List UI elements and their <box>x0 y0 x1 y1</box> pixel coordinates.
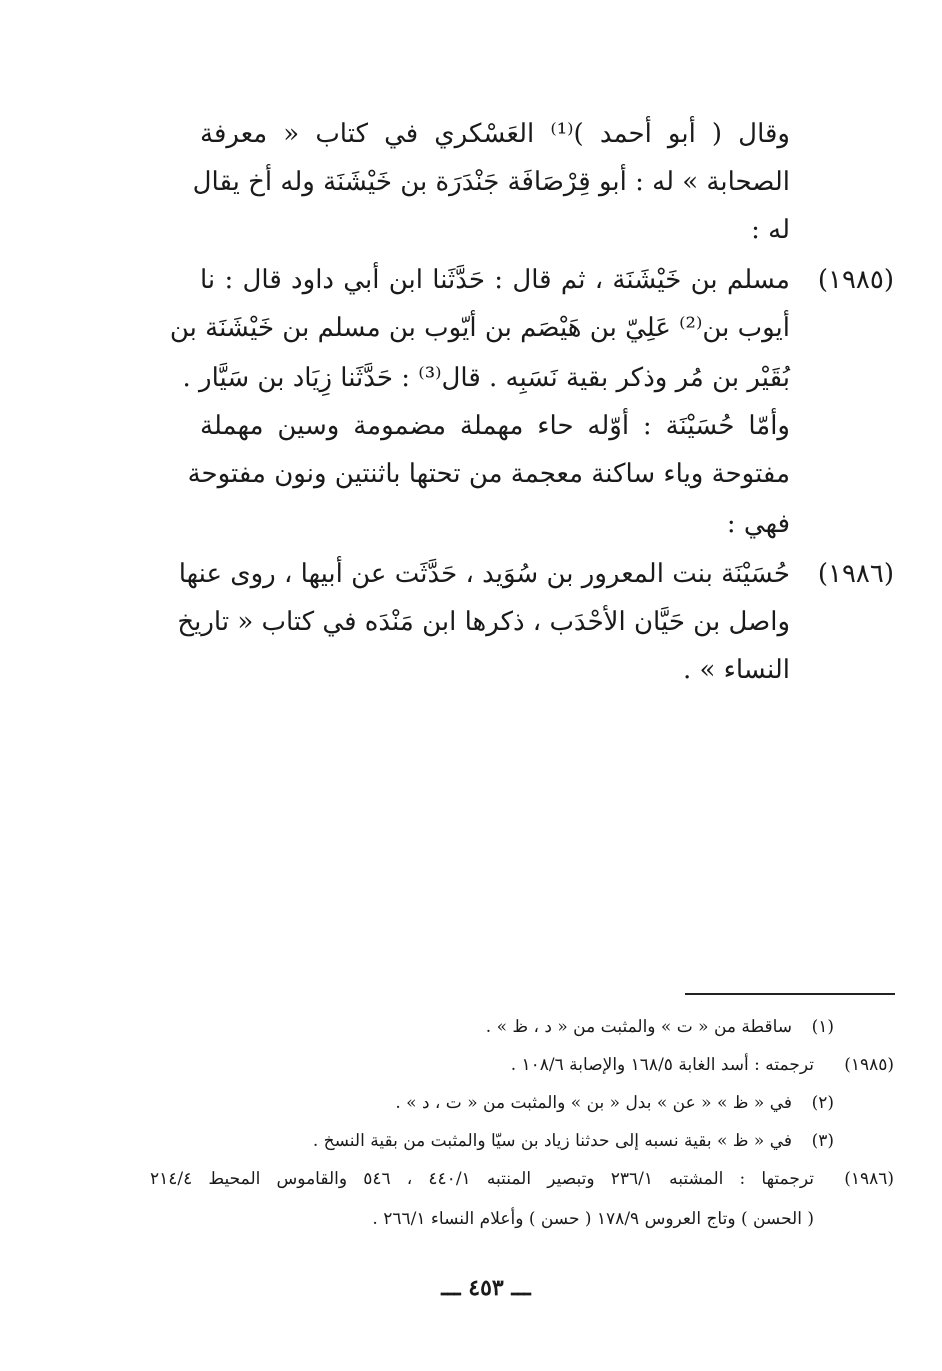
page-number: ـــ ٤٥٣ ـــ <box>441 1275 531 1301</box>
entry-line: أيوب بن⁽²⁾ عَلِيّ بن هَيْصَم بن أيّوب بن مسلم بن خَيْشَنَة بن <box>169 313 790 343</box>
footnote-text: ساقطة من « ت » والمثبت من « د ، ظ » . <box>485 1017 792 1037</box>
footnote-text: في « ظ » « عن » بدل « بن » والمثبت من « ت ، د » . <box>395 1093 792 1113</box>
footnote-label: (١٩٨٥) <box>844 1055 894 1075</box>
paragraph-line: مفتوحة وياء ساكنة معجمة من تحتها باثنتين ونون مفتوحة <box>187 459 790 489</box>
paragraph-line: وأمّا حُسَيْنَة : أوّله حاء مهملة مضمومة وسين مهملة <box>200 411 790 441</box>
entry-number-1985: (١٩٨٥) <box>817 265 894 295</box>
entry-number-1986: (١٩٨٦) <box>817 559 894 589</box>
footnote-label: (٢) <box>811 1093 834 1113</box>
entry-line: واصل بن حَيَّان الأحْدَب ، ذكرها ابن مَنْدَه في كتاب « تاريخ <box>177 607 790 637</box>
footnote-text-continued: ( الحسن ) وتاج العروس ١٧٨/٩ ( حسن ) وأعلام النساء ٢٦٦/١ . <box>372 1209 814 1229</box>
footnote-text: ترجمتها : المشتبه ٢٣٦/١ وتبصير المنتبه ٤٤٠/١ ، ٥٤٦ والقاموس المحيط ٢١٤/٤ <box>150 1169 815 1189</box>
footnote-label: (١٩٨٦) <box>844 1169 894 1189</box>
entry-line: بُقَيْر بن مُر وذكر بقية نَسَبِه . قال⁽³⁾ : حَدَّثَنا زِيَاد بن سَيَّار . <box>182 363 790 393</box>
paragraph-line: وقال ( أبو أحمد )⁽¹⁾ العَسْكري في كتاب « معرفة <box>200 119 790 149</box>
entry-line: حُسَيْنَة بنت المعرور بن سُوَيد ، حَدَّثَت عن أبيها ، روى عنها <box>178 559 790 589</box>
paragraph-line: له : <box>751 215 790 245</box>
footnote-label: (١) <box>811 1017 834 1037</box>
footnote-text: ترجمته : أسد الغابة ١٦٨/٥ والإصابة ١٠٨/٦ . <box>510 1055 814 1075</box>
paragraph-line: فهي : <box>726 509 790 539</box>
footnote-label: (٣) <box>811 1131 834 1151</box>
paragraph-line: الصحابة » له : أبو قِرْصَافَة جَنْدَرَة بن خَيْشَنَة وله أخ يقال <box>192 167 790 197</box>
footnote-text: في « ظ » بقية نسبه إلى حدثنا زياد بن سيّا والمثبت من بقية النسخ . <box>312 1131 792 1151</box>
footnote-separator <box>685 993 895 995</box>
entry-line: مسلم بن خَيْشَنَة ، ثم قال : حَدَّثَنا ابن أبي داود قال : نا <box>200 265 790 295</box>
entry-line: النساء » . <box>682 655 790 685</box>
